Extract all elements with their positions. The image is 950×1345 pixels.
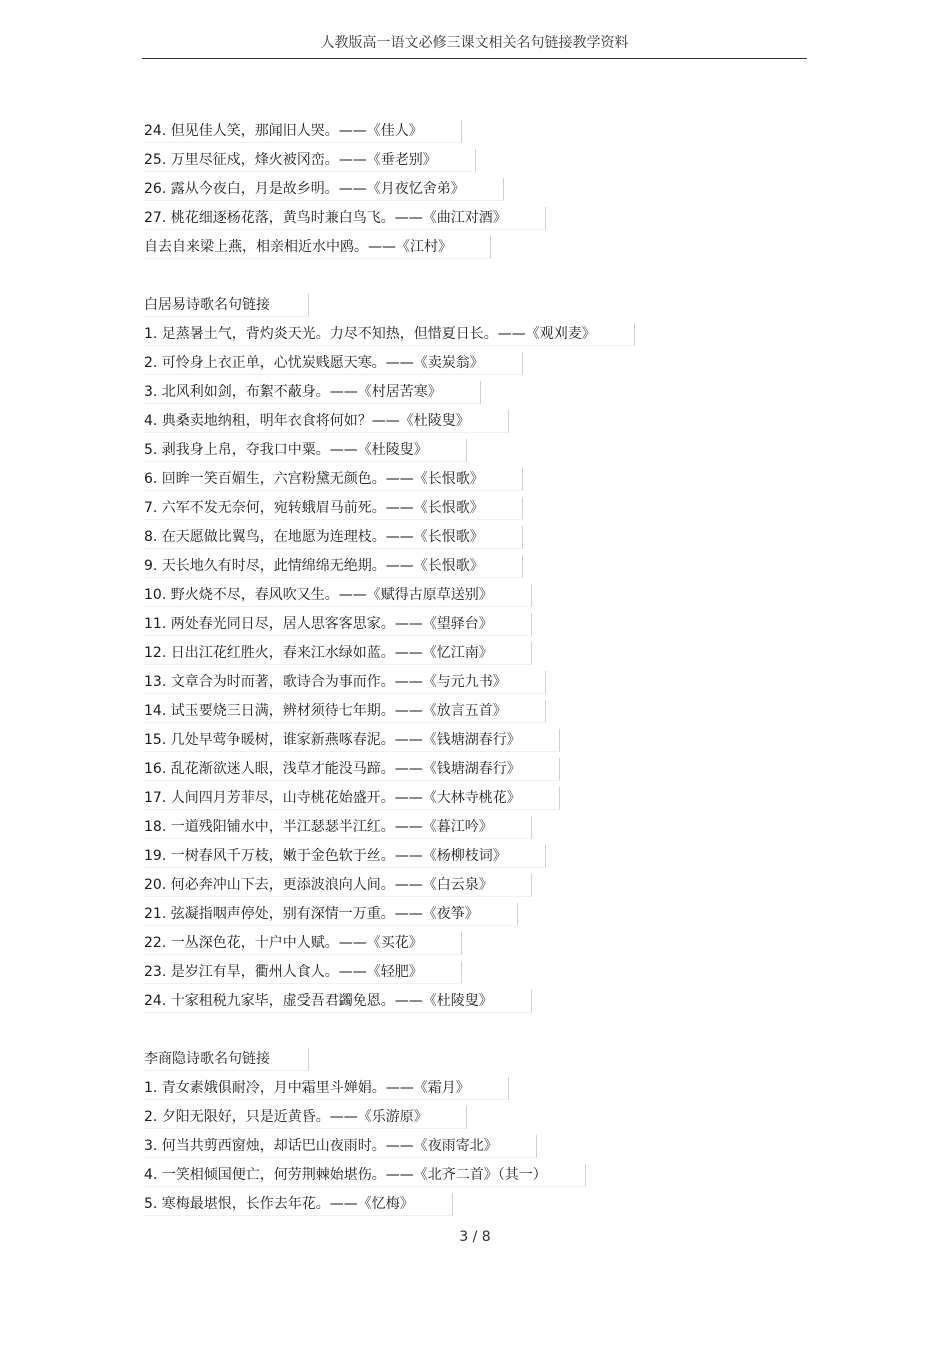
- line-text: 16. 乱花渐欲迷人眼，浅草才能没马蹄。——《钱塘湖春行》: [144, 758, 560, 781]
- line-text: 15. 几处早莺争暖树，谁家新燕啄春泥。——《钱塘湖春行》: [144, 729, 560, 752]
- quote-line: [144, 697, 804, 726]
- line-text: 4. 典桑卖地纳租，明年衣食将何如？——《杜陵叟》: [144, 410, 509, 433]
- line-text: 3. 何当共剪西窗烛，却话巴山夜雨时。——《夜雨寄北》: [144, 1135, 537, 1158]
- line-text: 6. 回眸一笑百媚生，六宫粉黛无颜色。——《长恨歌》: [144, 468, 523, 491]
- line-text: 8. 在天愿做比翼鸟，在地愿为连理枝。——《长恨歌》: [144, 526, 523, 549]
- quote-line: [144, 494, 804, 523]
- line-text: 1. 足蒸暑土气，背灼炎天光。力尽不知热，但惜夏日长。——《观刈麦》: [144, 323, 635, 346]
- line-text: 5. 剥我身上帛，夺我口中粟。——《杜陵叟》: [144, 439, 467, 462]
- line-text: 3. 北风利如剑，布絮不蔽身。——《村居苦寒》: [144, 381, 481, 404]
- line-text: 25. 万里尽征戍，烽火被冈峦。——《垂老别》: [144, 149, 476, 172]
- quote-line: [144, 639, 804, 668]
- quote-line: [144, 552, 804, 581]
- quote-line: [144, 117, 804, 146]
- line-text: 李商隐诗歌名句链接: [144, 1048, 309, 1071]
- page-number: 3 / 8: [459, 1229, 491, 1245]
- quote-line: [144, 523, 804, 552]
- line-text: 10. 野火烧不尽，春风吹又生。——《赋得古原草送别》: [144, 584, 532, 607]
- line-text: 13. 文章合为时而著，歌诗合为事而作。——《与元九书》: [144, 671, 546, 694]
- header-title: 人教版高一语文必修三课文相关名句链接教学资料: [320, 35, 629, 51]
- line-text: 4. 一笑相倾国便亡，何劳荆棘始堪伤。——《北齐二首》（其一）: [144, 1164, 586, 1187]
- quote-line: [144, 465, 804, 494]
- quote-line: [144, 407, 804, 436]
- line-text: 17. 人间四月芳菲尽，山寺桃花始盛开。——《大林寺桃花》: [144, 787, 560, 810]
- line-text: 自去自来梁上燕，相亲相近水中鸥。——《江村》: [144, 236, 491, 259]
- quote-line: [144, 320, 804, 349]
- line-text: 7. 六军不发无奈何，宛转蛾眉马前死。——《长恨歌》: [144, 497, 523, 520]
- quote-line: [144, 726, 804, 755]
- quote-line: [144, 1103, 804, 1132]
- quote-line: [144, 1161, 804, 1190]
- line-text: 18. 一道残阳铺水中，半江瑟瑟半江红。——《暮江吟》: [144, 816, 532, 839]
- line-text: 14. 试玉要烧三日满，辨材须待七年期。——《放言五首》: [144, 700, 546, 723]
- quote-line: [144, 349, 804, 378]
- quote-line: [144, 436, 804, 465]
- line-text: 19. 一树春风千万枝，嫩于金色软于丝。——《杨柳枝词》: [144, 845, 546, 868]
- quote-line: [144, 842, 804, 871]
- line-text: 2. 夕阳无限好，只是近黄昏。——《乐游原》: [144, 1106, 467, 1129]
- section-heading: [144, 1045, 804, 1074]
- section-gap: [144, 1016, 804, 1045]
- page-header: [142, 32, 807, 59]
- document-body: [144, 117, 804, 1219]
- line-text: 11. 两处春光同日尽，居人思客客思家。——《望驿台》: [144, 613, 532, 636]
- quote-line: [144, 204, 804, 233]
- line-text: 1. 青女素娥俱耐冷，月中霜里斗婵娟。——《霜月》: [144, 1077, 509, 1100]
- quote-line: [144, 175, 804, 204]
- line-text: 20. 何必奔冲山下去，更添波浪向人间。——《白云泉》: [144, 874, 532, 897]
- line-text: 5. 寒梅最堪恨，长作去年花。——《忆梅》: [144, 1193, 453, 1216]
- line-text: 24. 十家租税九家毕，虚受吾君蠲免恩。——《杜陵叟》: [144, 990, 532, 1013]
- quote-line: [144, 987, 804, 1016]
- quote-line: [144, 813, 804, 842]
- line-text: 9. 天长地久有时尽，此情绵绵无绝期。——《长恨歌》: [144, 555, 523, 578]
- quote-line: [144, 233, 804, 262]
- line-text: 26. 露从今夜白，月是故乡明。——《月夜忆舍弟》: [144, 178, 504, 201]
- line-text: 22. 一丛深色花，十户中人赋。——《买花》: [144, 932, 462, 955]
- line-text: 2. 可怜身上衣正单，心忧炭贱愿天寒。——《卖炭翁》: [144, 352, 523, 375]
- quote-line: [144, 1132, 804, 1161]
- quote-line: [144, 668, 804, 697]
- quote-line: [144, 871, 804, 900]
- quote-line: [144, 1190, 804, 1219]
- quote-line: [144, 378, 804, 407]
- line-text: 27. 桃花细逐杨花落，黄鸟时兼白鸟飞。——《曲江对酒》: [144, 207, 546, 230]
- section-gap: [144, 262, 804, 291]
- line-text: 23. 是岁江有旱，衢州人食人。——《轻肥》: [144, 961, 462, 984]
- quote-line: [144, 755, 804, 784]
- quote-line: [144, 784, 804, 813]
- line-text: 12. 日出江花红胜火，春来江水绿如蓝。——《忆江南》: [144, 642, 532, 665]
- quote-line: [144, 900, 804, 929]
- quote-line: [144, 958, 804, 987]
- quote-line: [144, 610, 804, 639]
- line-text: 24. 但见佳人笑，那闻旧人哭。——《佳人》: [144, 120, 462, 143]
- line-text: 21. 弦凝指咽声停处，别有深情一万重。——《夜筝》: [144, 903, 518, 926]
- line-text: 白居易诗歌名句链接: [144, 294, 309, 317]
- quote-line: [144, 146, 804, 175]
- quote-line: [144, 929, 804, 958]
- section-heading: [144, 291, 804, 320]
- quote-line: [144, 1074, 804, 1103]
- quote-line: [144, 581, 804, 610]
